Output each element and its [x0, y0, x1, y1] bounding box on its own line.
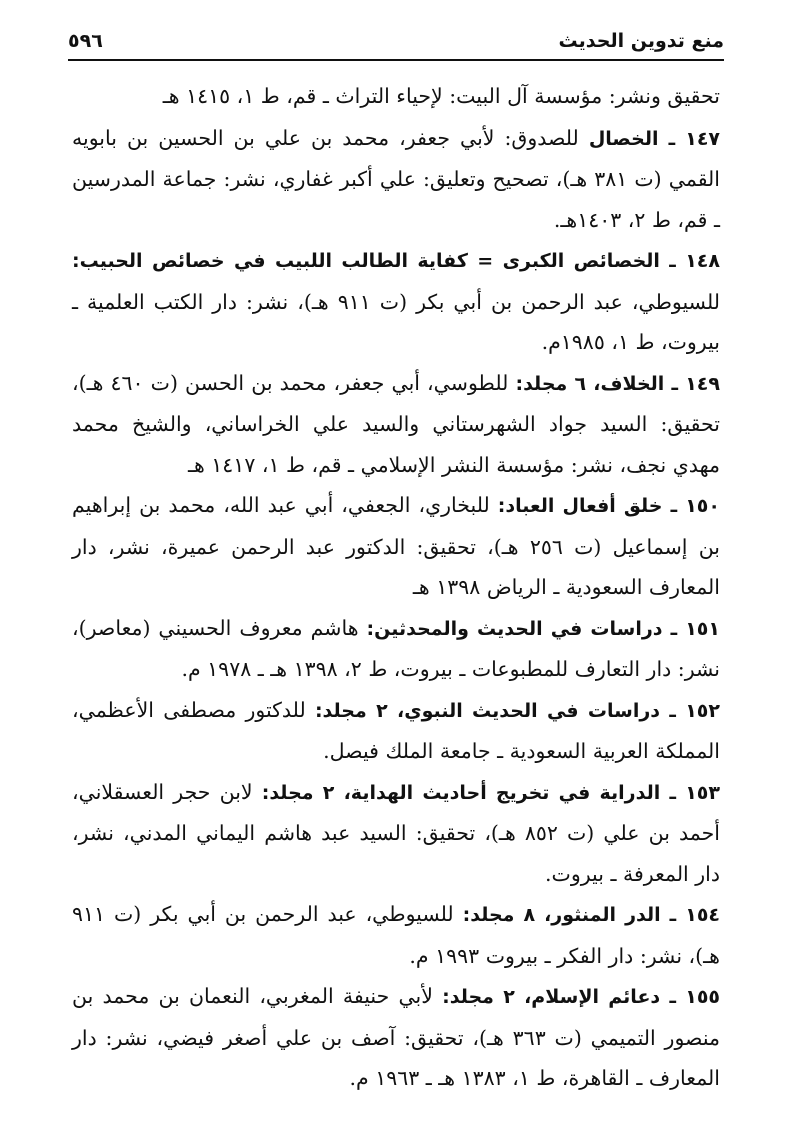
entry-text: للصدوق: لأبي جعفر، محمد بن علي بن الحسين بن بابويه القمي (ت ٣٨١ هـ)، تصحيح وتعليق: علي أكبر غفاري، نشر: جماعة المدرسين ـ قم، ط ٢، ١٤٠٣هـ.	[72, 125, 720, 232]
bibliography-entry	[72, 976, 720, 1099]
bibliography-entry	[72, 240, 720, 363]
entry-head: ١٤٨ ـ الخصائص الكبرى = كفاية الطالب اللبيب في خصائص الحبيب:	[72, 250, 720, 272]
page-header	[68, 26, 724, 56]
entry-head: ١٤٩ ـ الخلاف، ٦ مجلد:	[515, 372, 720, 395]
running-title: منع تدوين الحديث	[558, 30, 724, 52]
header-rule	[68, 59, 724, 61]
entry-text: لابن حجر العسقلاني، أحمد بن علي (ت ٨٥٢ هـ)، تحقيق: السيد عبد هاشم اليماني المدني، نشر، دار المعرفة ـ بيروت.	[72, 779, 720, 886]
entry-text: للسيوطي، عبد الرحمن بن أبي بكر (ت ٩١١ هـ)، نشر: دار الكتب العلمية ـ بيروت، ط ١، ١٩٨٥م.	[72, 289, 720, 354]
bibliography-entry	[72, 772, 720, 895]
bibliography-entry	[72, 894, 720, 976]
entry-head: ١٥٣ ـ الدراية في تخريج أحاديث الهداية، ٢ مجلد:	[261, 781, 720, 804]
entry-head: ١٥٤ ـ الدر المنثور، ٨ مجلد:	[462, 904, 721, 926]
entry-head: ١٥٥ ـ دعائم الإسلام، ٢ مجلد:	[442, 986, 721, 1008]
entry-text: لأبي حنيفة المغربي، النعمان بن محمد بن منصور التميمي (ت ٣٦٣ هـ)، تحقيق: آصف بن علي أصغر فيضي، نشر: دار المعارف ـ القاهرة، ط ١، ١٣٨٣ هـ ـ ١٩٦٣ م.	[72, 984, 720, 1090]
entry-text: للدكتور مصطفى الأعظمي، المملكة العربية السعودية ـ جامعة الملك فيصل.	[72, 697, 720, 763]
entry-text: تحقيق ونشر: مؤسسة آل البيت: لإحياء التراث ـ قم، ط ١، ١٤١٥ هـ	[162, 84, 720, 108]
bibliography-entry	[72, 76, 720, 118]
entry-text: هاشم معروف الحسيني (معاصر)، نشر: دار التعارف للمطبوعات ـ بيروت، ط ٢، ١٣٩٨ هـ ـ ١٩٧٨ م.	[72, 615, 720, 681]
entry-head: ١٥١ ـ دراسات في الحديث والمحدثين:	[366, 617, 720, 640]
entry-text: للطوسي، أبي جعفر، محمد بن الحسن (ت ٤٦٠ هـ)، تحقيق: السيد جواد الشهرستاني والسيد علي الخراساني، والشيخ محمد مهدي نجف، نشر: مؤسسة النشر الإسلامي ـ قم، ط ١، ١٤١٧ هـ	[72, 370, 720, 477]
entry-text: للبخاري، الجعفي، أبي عبد الله، محمد بن إبراهيم بن إسماعيل (ت ٢٥٦ هـ)، تحقيق: الدكتور عبد الرحمن عميرة، نشر، دار المعارف السعودية ـ الرياض ١٣٩٨ هـ	[72, 493, 720, 599]
entry-head: ١٤٧ ـ الخصال	[588, 127, 721, 150]
entry-text: للسيوطي، عبد الرحمن بن أبي بكر (ت ٩١١ هـ)، نشر: دار الفكر ـ بيروت ١٩٩٣ م.	[72, 902, 720, 968]
bibliography-entry	[72, 690, 720, 772]
bibliography-entry	[72, 363, 720, 486]
entry-head: ١٥٢ ـ دراسات في الحديث النبوي، ٢ مجلد:	[314, 699, 720, 722]
bibliography-entry	[72, 608, 720, 690]
page-number: ٥٩٦	[68, 30, 103, 52]
bibliography-entry	[72, 485, 720, 608]
bibliography-list	[72, 76, 720, 1099]
entry-head: ١٥٠ ـ خلق أفعال العباد:	[497, 495, 720, 517]
bibliography-entry	[72, 118, 720, 241]
